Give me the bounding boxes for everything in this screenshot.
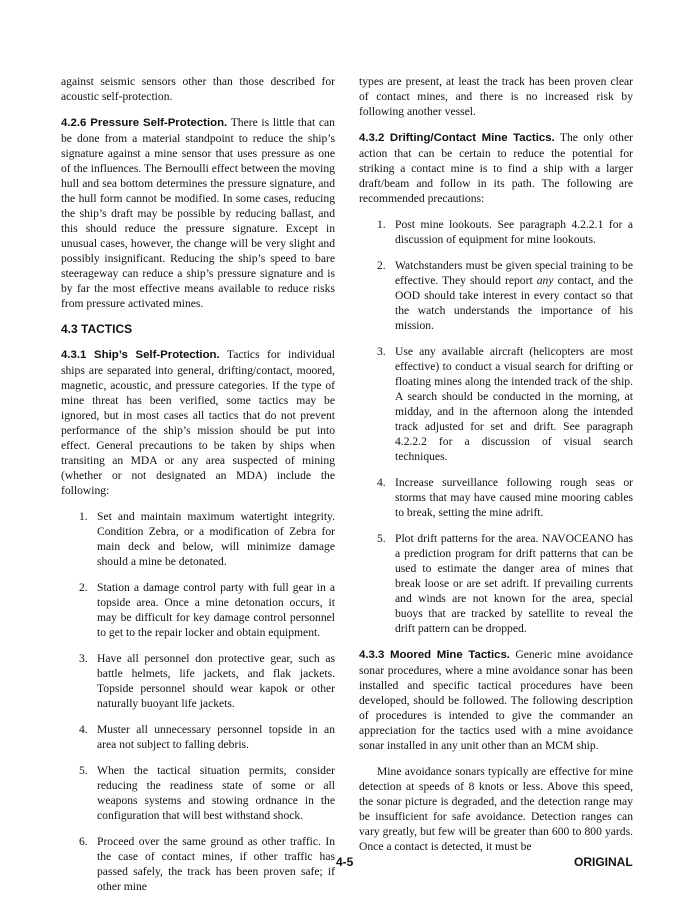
list-item-number: 3. [79,652,88,665]
list-item-text: Increase surveillance following rough seas or storms that may have caused mine mooring cables to break, setting the mine adrift. [395,476,633,519]
final-paragraph: Mine avoidance sonars typically are effective for mine detection at speeds of 8 knots or less. Above this speed, the sonar picture is degraded, and the detection range may be insufficient for safe avoidance. Detection ranges can vary greatly, but few will be greater than 600 to 800 yards. Once a contact is detected, it must be [359,765,633,853]
list-item-number: 1. [79,510,88,523]
list-item-text: Set and maintain maximum watertight integrity. Condition Zebra, or a modification of Zebra for main deck and below, will minimize damage should a mine be detonated. [97,510,335,568]
section-4-2-6-heading: 4.2.6 Pressure Self-Protection. [61,117,228,129]
left-column [61,74,335,905]
list-item [359,531,633,636]
list-item-number: 2. [377,259,386,272]
list-item-text-b: contact, and the OOD should take interest in every contact so that the watch understands the importance of his mission. [395,274,633,332]
section-4-2-6-text: There is little that can be done from a material standpoint to reduce the ship’s signature against a mine sensor that uses pressure as one of the influences. The Bernoulli effect between the moving hull and sea bottom determines the pressure signature, and the hull form cannot be modified. In some cases, reducing the ship’s draft may be possible by reducing ballast, and this should reduce the pressure signature. Except in unusual cases, however, the change will be very slight and possibly insignificant. Reducing the ship’s speed to bare steerageway can reduce a ship’s pressure signature and is by far the most effective means available to reduce risks from pressure activated mines. [61,116,335,310]
list-item [359,344,633,464]
list-item-text: Station a damage control party with full gear in a topside area. Once a mine detonation occurs, it may be difficult for key damage control personnel to get to the repair locker and obtain equipment. [97,581,335,639]
intro-paragraph: against seismic sensors other than those described for acoustic self-protection. [61,75,335,103]
recommended-precautions-list [359,217,633,636]
section-4-3-2-heading: 4.3.2 Drifting/Contact Mine Tactics. [359,132,555,144]
list-item [61,763,335,823]
list-item-number: 4. [377,476,386,489]
list-item [61,651,335,711]
list-item-number: 5. [377,532,386,545]
list-item [359,475,633,520]
list-item-number: 4. [79,723,88,736]
list-item [359,258,633,333]
list-item-text: Muster all unnecessary personnel topside in an area not subject to falling debris. [97,723,335,751]
section-4-3-1-heading: 4.3.1 Ship’s Self-Protection. [61,349,220,361]
list-item [61,509,335,569]
continued-paragraph: types are present, at least the track has been proven clear of contact mines, and there is no increased risk by following another vessel. [359,75,633,118]
list-item-text: Use any available aircraft (helicopters are most effective) to conduct a visual search for drifting or floating mines along the intended track of the ship. A search should be conducted in the morning, at midday, and in the afternoon along the intended track adjusted for set and drift. See paragraph 4.2.2.2 for a discussion of visual search techniques. [395,345,633,463]
section-4-3-heading: 4.3 TACTICS [61,322,133,336]
list-item-number: 3. [377,345,386,358]
list-item-text: Proceed over the same ground as other traffic. In the case of contact mines, if other traffic has passed safely, the track has been proven safe; if other mine [97,835,335,893]
list-item [61,722,335,752]
list-item-number: 2. [79,581,88,594]
section-4-2-6 [61,115,335,311]
list-item-text: Have all personnel don protective gear, such as battle helmets, life jackets, and flak jackets. Topside personnel should wear kapok or other naturally buoyant life jackets. [97,652,335,710]
section-4-3-3 [359,647,633,753]
list-item-text: Post mine lookouts. See paragraph 4.2.2.1 for a discussion of equipment for mine lookouts. [395,218,633,246]
list-item-number: 6. [79,835,88,848]
list-item-text-a: Watchstanders must be given special training to be effective. They should report [395,259,633,287]
list-item [61,580,335,640]
list-item-emphasis: any [536,274,554,287]
section-4-3-1-text: Tactics for individual ships are separated into general, drifting/contact, moored, magnetic, acoustic, and pressure categories. If the type of mine threat has been verified, some tactics may be ignored, but in most cases all tactics that do not prevent performance of the ship’s mission should be put into effect. General precautions to be taken by ships when transiting an MDA or any area suspected of mining (whether or not designated an MDA) include the following: [61,348,335,497]
list-item-number: 5. [79,764,88,777]
section-4-3-3-text: Generic mine avoidance sonar procedures, where a mine avoidance sonar has been installed and specific tactical procedures have been developed, should be followed. The following description of procedures is intended to give the commander an appreciation for the tactics used with a mine avoidance sonar installed in any unit other than an MCM ship. [359,648,633,752]
section-4-3-2-text: The only other action that can be certain to reduce the potential for striking a contact mine is to find a ship with a larger draft/beam and follow in its path. The following are recommended precautions: [359,131,633,205]
section-4-3-3-heading: 4.3.3 Moored Mine Tactics. [359,649,510,661]
right-column [359,74,633,865]
list-item-number: 1. [377,218,386,231]
general-precautions-list [61,509,335,894]
list-item [359,217,633,247]
revision-status: ORIGINAL [574,855,633,869]
page-number: 4-5 [336,855,354,869]
section-4-3-2 [359,130,633,206]
list-item [61,834,335,894]
section-4-3-1 [61,347,335,498]
list-item-text: When the tactical situation permits, consider reducing the readiness state of some or all weapons systems and stowing ordnance in the configuration that will best withstand shock. [97,764,335,822]
list-item-text: Plot drift patterns for the area. NAVOCEANO has a prediction program for drift patterns that can be used to estimate the danger area of mines that break loose or are set adrift. If prevailing currents and winds are not known for the area, special buoys that are tracked by satellite to reveal the drift pattern can be dropped. [395,532,633,635]
